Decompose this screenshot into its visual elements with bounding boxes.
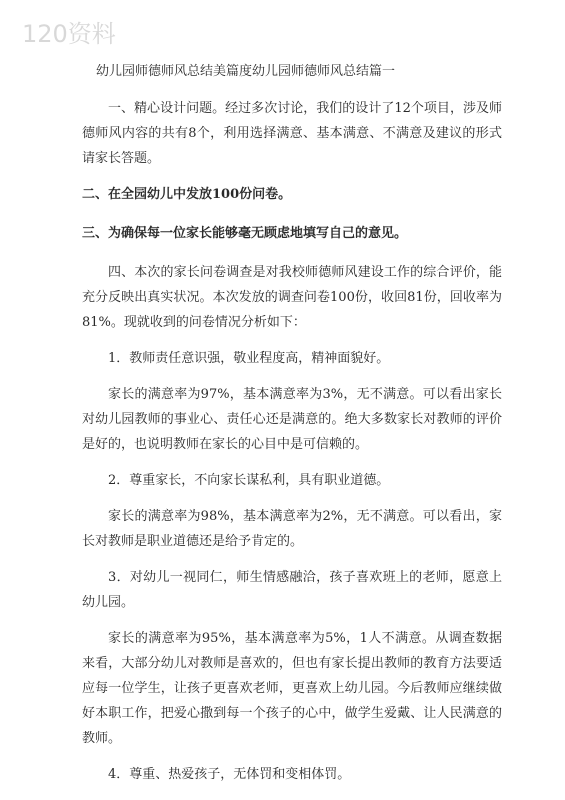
paragraph-1: 一、精心设计问题。经过多次讨论，我们的设计了12个项目，涉及师德师风内容的共有8个，利用选择满意、基本满意、不满意及建议的形式请家长答题。 <box>82 101 502 166</box>
list-item-4: 4．尊重、热爱孩子，无体罚和变相体罚。 <box>108 767 351 782</box>
list-item-3: 3．对幼儿一视同仁，师生情感融洽，孩子喜欢班上的老师，愿意上幼儿园。 <box>82 570 502 610</box>
list-item-1: 1．教师责任意识强，敬业程度高，精神面貌好。 <box>108 351 390 366</box>
list-item-2: 2．尊重家长，不向家长谋私利，具有职业道德。 <box>108 473 390 488</box>
document-title: 幼儿园师德师风总结美篇度幼儿园师德师风总结篇一 <box>96 64 396 79</box>
paragraph-2-heading: 二、在全园幼儿中发放100份问卷。 <box>82 187 292 202</box>
paragraph-result-1: 家长的满意率为97%，基本满意率为3%，无不满意。可以看出家长对幼儿园教师的事业心、责任心还是满意的。绝大多数家长对教师的评价是好的，也说明教师在家长的心目中是可信赖的。 <box>82 387 502 452</box>
watermark-logo: 120资料 <box>22 20 116 48</box>
paragraph-result-3: 家长的满意率为95%，基本满意率为5%，1人不满意。从调查数据来看，大部分幼儿对教师是喜欢的，但也有家长提出教师的教育方法要适应每一位学生，让孩子更喜欢老师，更喜欢上幼儿园。今后教师应继续做好本职工作，把爱心撒到每一个孩子的心中，做学生爱戴、让人民满意的教师。 <box>82 631 502 746</box>
document-body <box>82 62 502 798</box>
paragraph-result-2: 家长的满意率为98%，基本满意率为2%，无不满意。可以看出，家长对教师是职业道德还是给予肯定的。 <box>82 509 502 549</box>
paragraph-3-heading: 三、为确保每一位家长能够毫无顾虑地填写自己的意见。 <box>82 226 408 241</box>
paragraph-4: 四、本次的家长问卷调查是对我校师德师风建设工作的综合评价，能充分反映出真实状况。本次发放的调查问卷100份，收回81份，回收率为81%。现就收到的问卷情况分析如下： <box>82 265 502 330</box>
